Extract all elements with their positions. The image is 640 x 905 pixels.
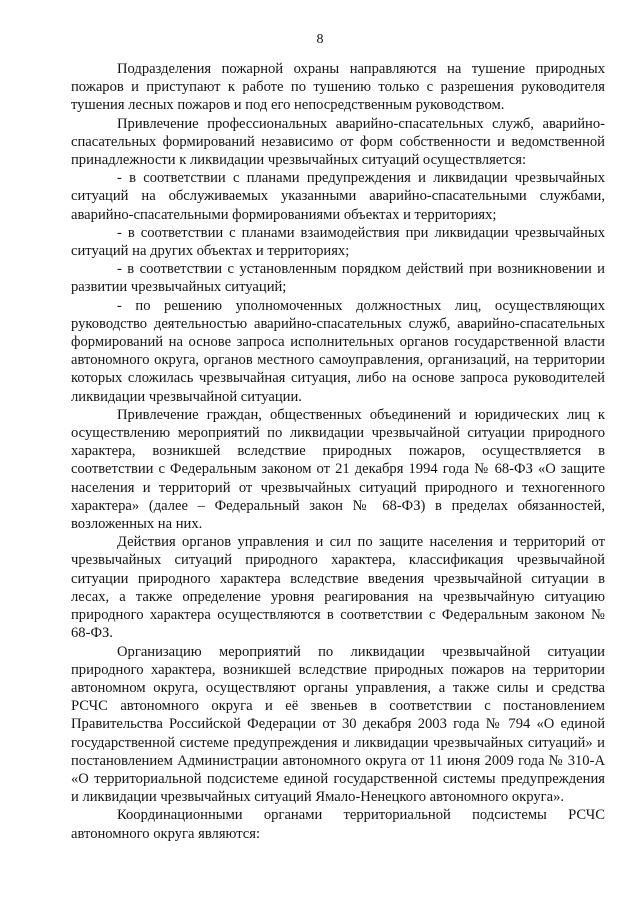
document-body <box>71 60 605 843</box>
paragraph: Координационными органами территориальной подсистемы РСЧС автономного округа являются: <box>71 807 605 842</box>
list-item: - в соответствии с установленным порядком действий при возникновении и развитии чрезвычайных ситуаций; <box>71 261 605 296</box>
paragraph: Подразделения пожарной охраны направляются на тушение природных пожаров и приступают к работе по тушению только с разрешения руководителя тушения лесных пожаров и под его непосредственным руководством. <box>71 61 605 114</box>
paragraph: Организацию мероприятий по ликвидации чрезвычайной ситуации природного характера, возникшей вследствие природных пожаров на территории автономном округа, осуществляют органы управления, а также силы и средства РСЧС автономного округа и её звеньев в соответствии с постановлением Правительства Российской Федерации от 30 декабря 2003 года № 794 «О единой государственной системе предупреждения и ликвидации чрезвычайных ситуаций» и постановлением Администрации автономного округа от 11 июня 2009 года № 310-А «О территориальной подсистеме единой государственной системы предупреждения и ликвидации чрезвычайных ситуаций Ямало-Ненецкого автономного округа». <box>71 643 605 806</box>
paragraph: Привлечение граждан, общественных объединений и юридических лиц к осуществлению мероприятий по ликвидации чрезвычайной ситуации природного характера, возникшей вследствие природных пожаров, осуществляется в соответствии с Федеральным законом от 21 декабря 1994 года № 68-ФЗ «О защите населения и территорий от чрезвычайных ситуаций природного и техногенного характера» (далее – Федеральный закон № 68-ФЗ) в пределах обязанностей, возложенных на них. <box>71 406 605 533</box>
page-number: 8 <box>316 32 324 47</box>
paragraph: Действия органов управления и сил по защите населения и территорий от чрезвычайных ситуаций природного характера, классификация чрезвычайной ситуации природного характера вследствие введения чрезвычайной ситуации в лесах, а также определение уровня реагирования на чрезвычайную ситуацию природного характера осуществляются в соответствии с Федеральным законом № 68-ФЗ. <box>71 534 605 642</box>
list-item: - в соответствии с планами взаимодействия при ликвидации чрезвычайных ситуаций на других объектах и территориях; <box>71 224 605 260</box>
paragraph: Привлечение профессиональных аварийно-спасательных служб, аварийно-спасательных формирований независимо от форм собственности и ведомственной принадлежности к ликвидации чрезвычайных ситуаций осуществляется: <box>71 115 605 169</box>
list-item: - по решению уполномоченных должностных лиц, осуществляющих руководство деятельностью аварийно-спасательных служб, аварийно-спасательных формирований на основе запроса исполнительных органов государственной власти автономного округа, органов местного самоуправления, организаций, на территории которых сложилась чрезвычайная ситуация, либо на основе запроса руководителей ликвидации чрезвычайной ситуации. <box>71 297 605 405</box>
list-item: - в соответствии с планами предупреждения и ликвидации чрезвычайных ситуаций на обслуживаемых указанными аварийно-спасательными службами, аварийно-спасательными формированиями объектах и территориях; <box>71 170 605 223</box>
